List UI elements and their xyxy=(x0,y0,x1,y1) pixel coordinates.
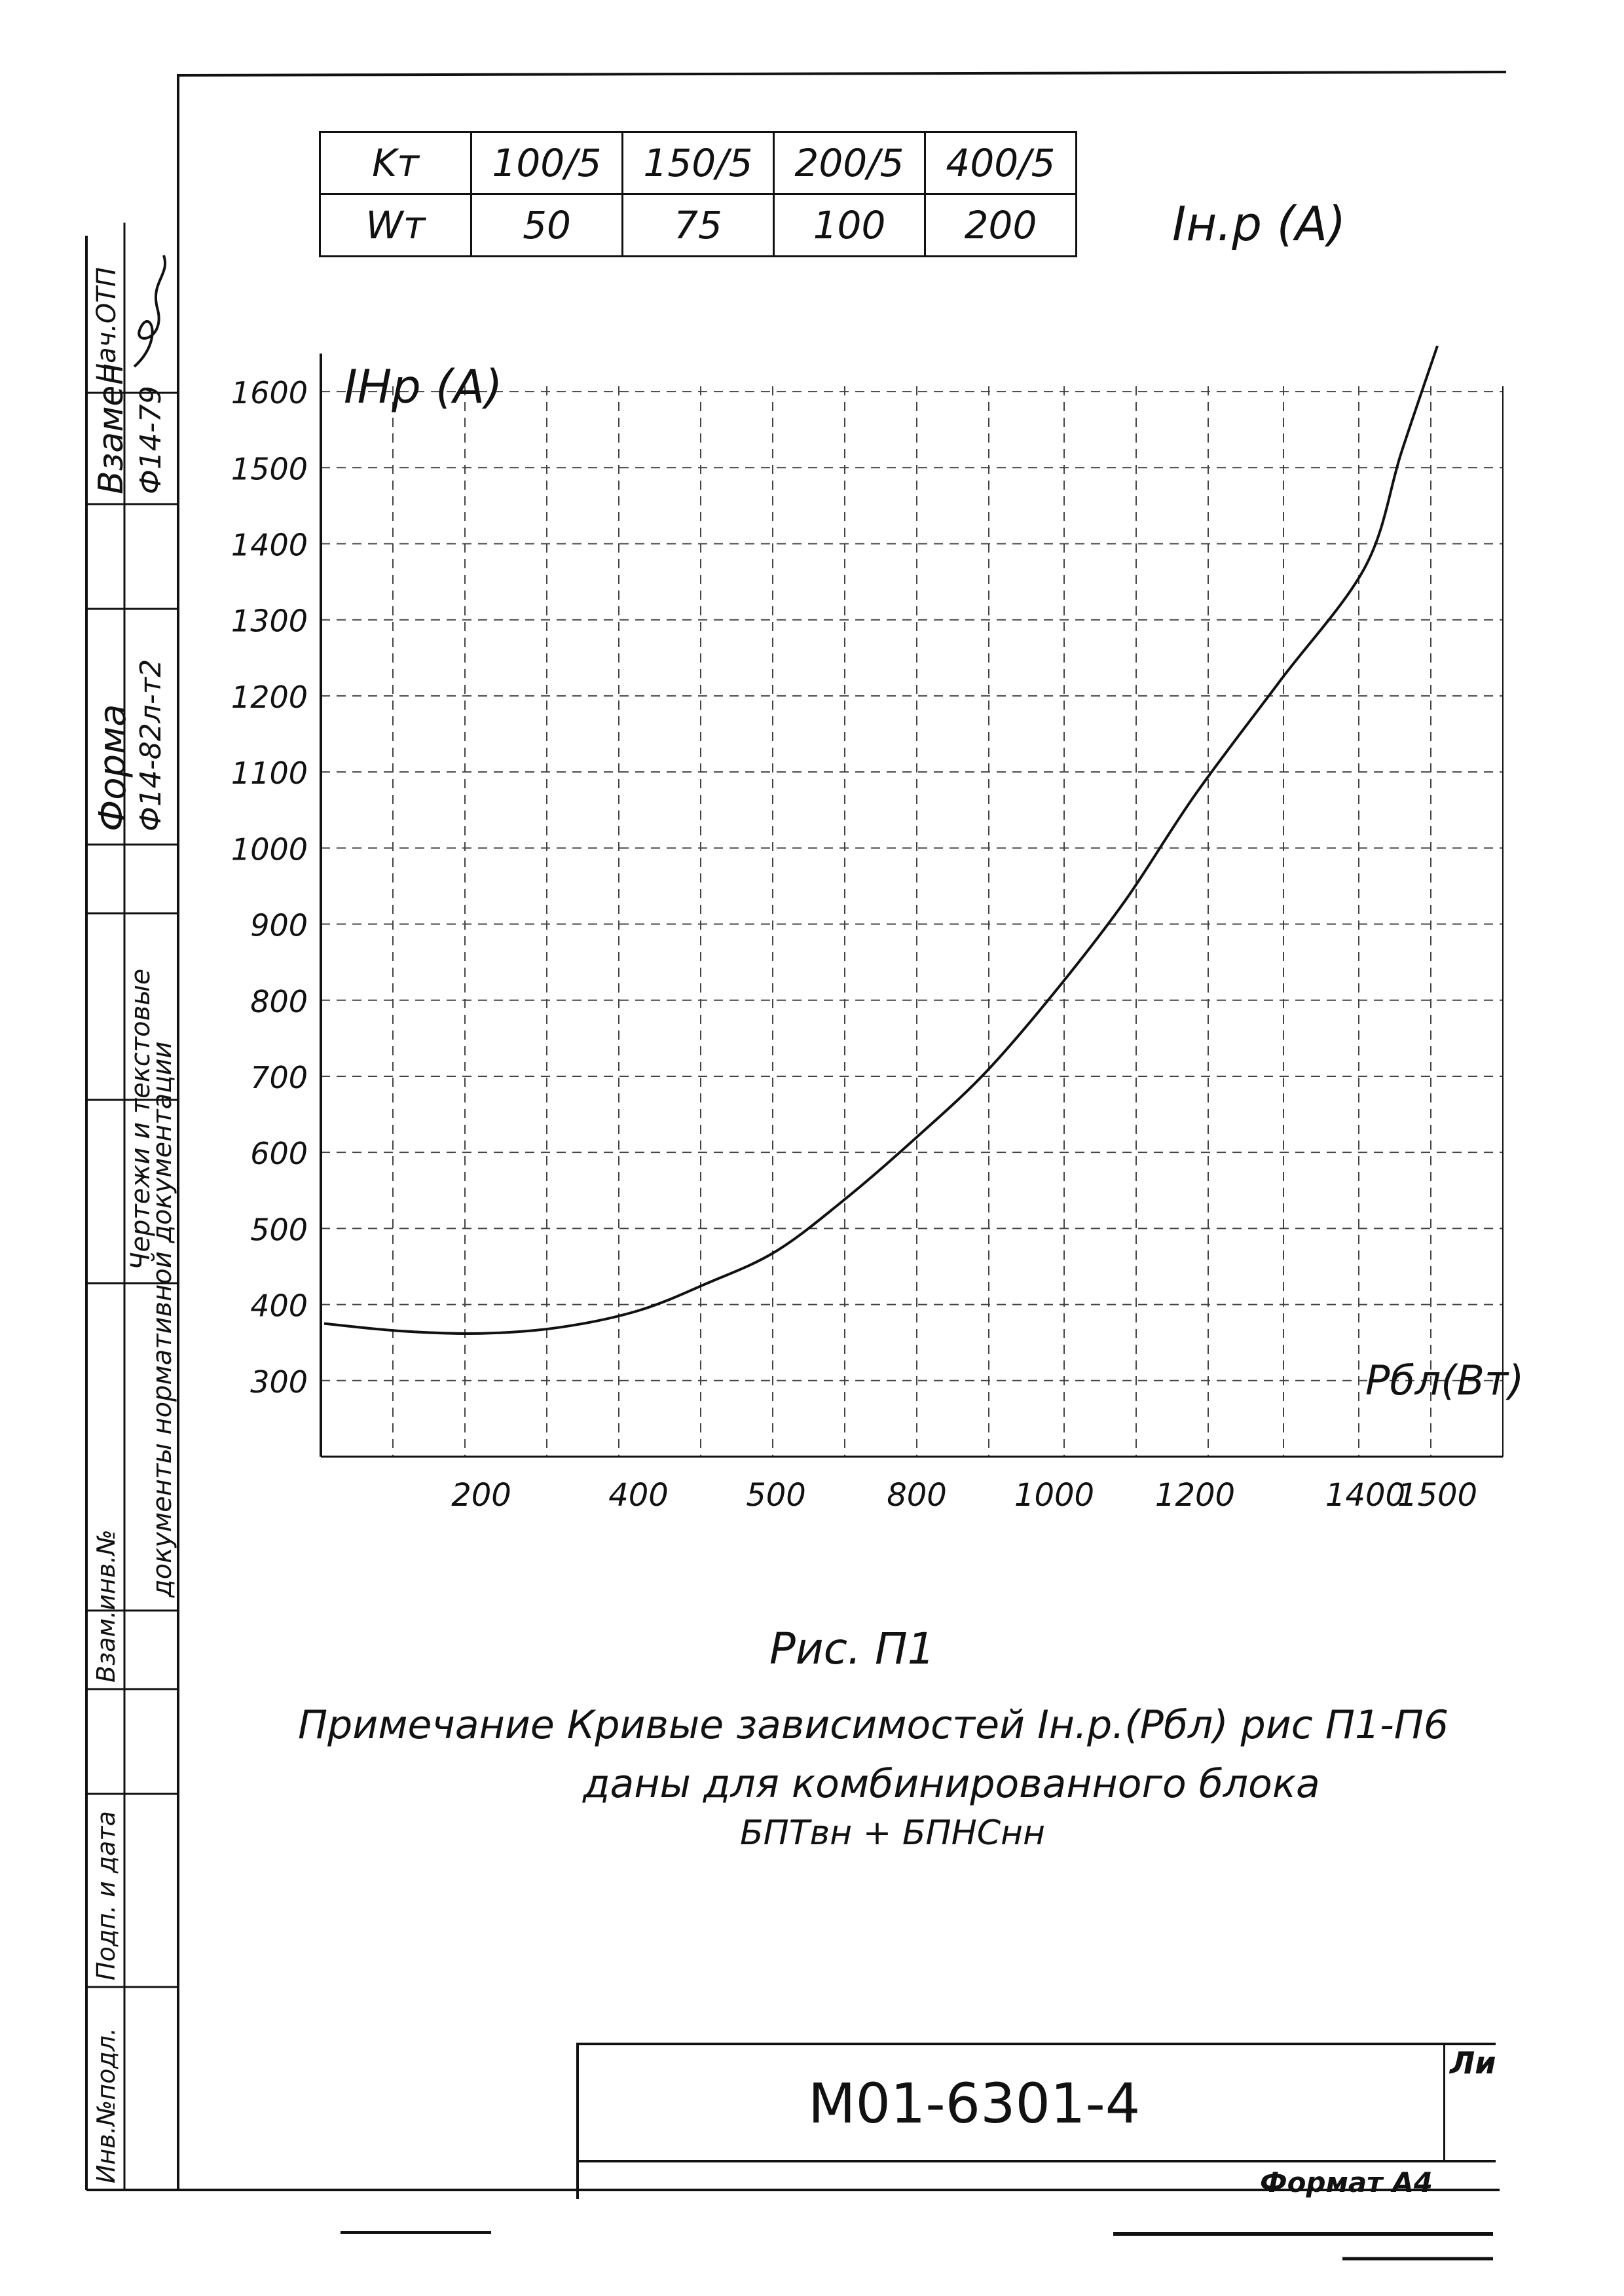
y-tick-labels xyxy=(231,375,308,1400)
x-tick-label: 1000 xyxy=(1014,1477,1095,1514)
y-tick-label: 1100 xyxy=(231,756,308,792)
x-tick-label: 400 xyxy=(608,1477,669,1514)
stamp-forma-label: Форма xyxy=(92,704,134,831)
y-tick-label: 600 xyxy=(250,1136,308,1172)
top-right-label: Iн.р (A) xyxy=(1172,196,1346,251)
document-number: М01-6301-4 xyxy=(808,2071,1141,2136)
y-tick-label: 900 xyxy=(250,907,308,943)
stamp-inv-podl: Инв.№подл. xyxy=(92,2027,120,2183)
y-tick-label: 800 xyxy=(250,983,308,1019)
table-cell: 100 xyxy=(774,194,925,257)
stamp-vzamen-value: Ф14-79 xyxy=(134,386,168,494)
chart-grid xyxy=(321,386,1503,1457)
y-tick-label: 1300 xyxy=(231,603,308,639)
stamp-vzamen-label: Взамен xyxy=(92,363,131,494)
x-tick-label: 500 xyxy=(746,1477,806,1514)
caption-line-1: Примечание Кривые зависимостей Iн.р.(Рбл) рис П1-П6 xyxy=(298,1702,1449,1748)
figure-label: Рис. П1 xyxy=(769,1624,935,1674)
x-tick-label: 200 xyxy=(451,1477,511,1514)
x-tick-label: 1400 xyxy=(1325,1477,1406,1514)
ratio-table xyxy=(319,131,1077,257)
x-axis-label: Pбл(Вт) xyxy=(1365,1357,1524,1404)
stamp-podp-data: Подп. и дата xyxy=(92,1811,120,1980)
stamp-vzam-inv: Взам.инв.№ xyxy=(92,1529,120,1683)
y-tick-label: 1200 xyxy=(231,679,308,715)
y-tick-label: 1000 xyxy=(231,831,308,867)
sheet-label: Ли xyxy=(1450,2045,1496,2081)
caption-line-2: даны для комбинированного блока xyxy=(583,1761,1320,1807)
y-tick-label: 500 xyxy=(250,1212,308,1248)
y-tick-label: 400 xyxy=(250,1288,308,1324)
table-cell: 50 xyxy=(471,194,623,257)
series-curve xyxy=(324,346,1437,1334)
table-cell: 200/5 xyxy=(774,132,925,194)
table-cell: 200 xyxy=(925,194,1077,257)
y-tick-label: 1500 xyxy=(231,451,308,487)
x-tick-label: 800 xyxy=(887,1477,947,1514)
stamp-docs-line2: документы нормативной документации xyxy=(147,1041,177,1597)
table-row-label: Kт xyxy=(320,132,471,194)
stamp-docs-line1: Чертежи и текстовые xyxy=(126,968,156,1270)
title-block-divider xyxy=(1443,2045,1445,2160)
table-cell: 100/5 xyxy=(471,132,623,194)
x-tick-labels xyxy=(451,1477,1477,1514)
signature-mark xyxy=(134,255,165,367)
title-block xyxy=(576,2043,1496,2199)
y-tick-label: 700 xyxy=(250,1059,308,1095)
format-label: Формат А4 xyxy=(1260,2166,1433,2198)
y-tick-label: 300 xyxy=(250,1364,308,1400)
frame-top-line xyxy=(177,72,1506,75)
x-tick-label: 1500 xyxy=(1397,1477,1478,1514)
stamp-nach-label: Нач.ОТП xyxy=(92,267,122,383)
table-cell: 400/5 xyxy=(925,132,1077,194)
y-axis-label: IHp (A) xyxy=(344,360,503,414)
chart-area xyxy=(231,346,1524,1514)
x-tick-label: 1200 xyxy=(1154,1477,1236,1514)
table-row xyxy=(320,132,1077,194)
y-tick-label: 1600 xyxy=(231,375,308,411)
title-block-bottom-line xyxy=(579,2160,1496,2162)
table-row xyxy=(320,194,1077,257)
caption-line-3: БПТвн + БПНСнн xyxy=(740,1813,1045,1853)
stamp-forma-value: Ф14-82л-т2 xyxy=(134,659,168,831)
table-cell: 75 xyxy=(623,194,774,257)
y-tick-label: 1400 xyxy=(231,527,308,563)
table-cell: 150/5 xyxy=(623,132,774,194)
table-row-label: Wт xyxy=(320,194,471,257)
